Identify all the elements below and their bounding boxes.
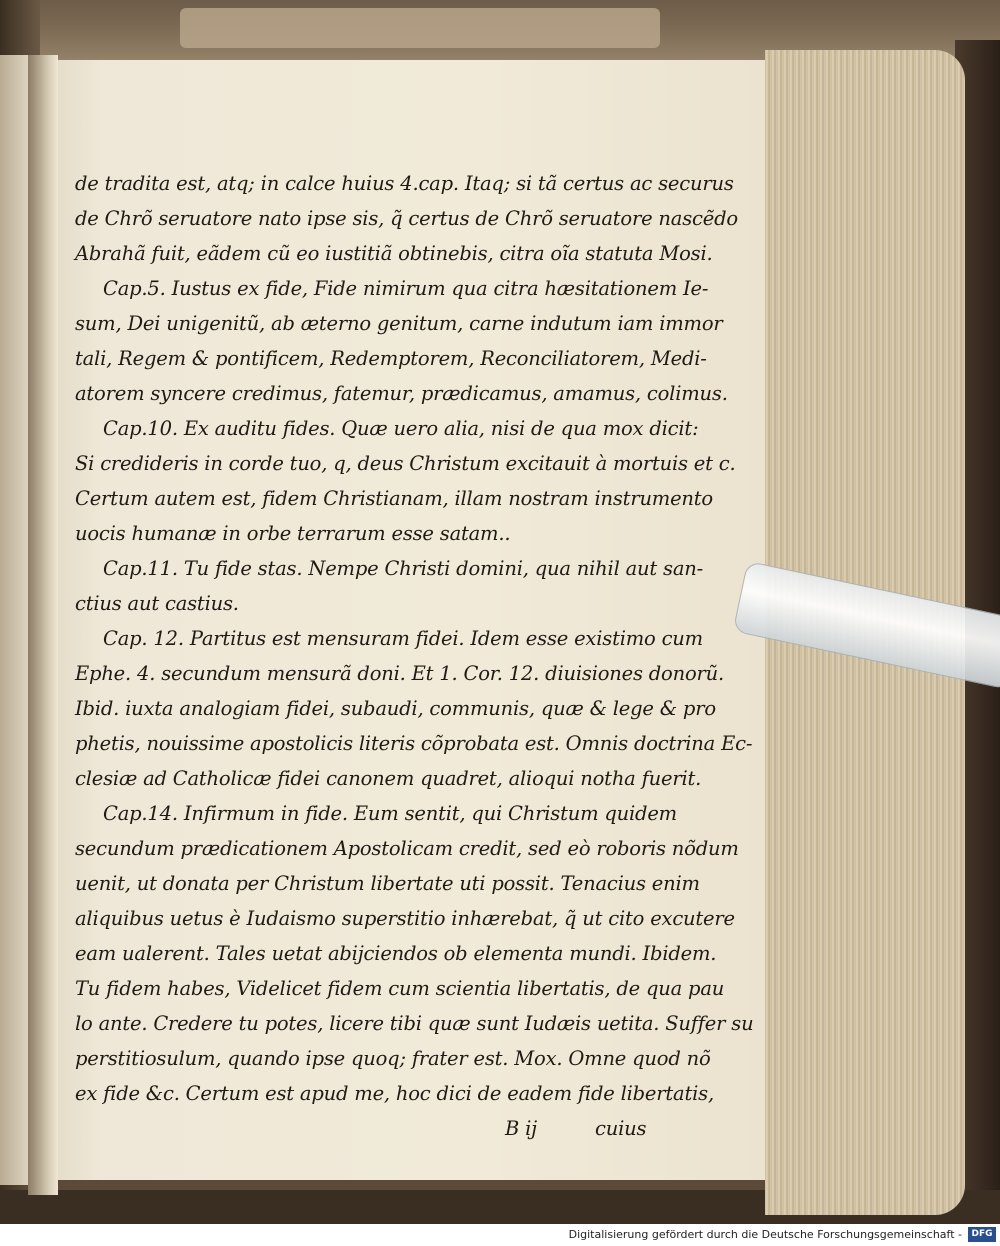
text-line: Abrahã fuit, eãdem cũ eo iustitiã obtinebis, citra oĩa statuta Mosi. — [75, 242, 713, 265]
text-line: phetis, nouissime apostolicis literis cõprobata est. Omnis doctrina Ec- — [75, 732, 753, 755]
text-line: Ephe. 4. secundum mensurã doni. Et 1. Cor. 12. diuisiones donorũ. — [75, 662, 724, 685]
text-line: de tradita est, atq; in calce huius 4.cap. Itaq; si tã certus ac securus — [75, 172, 734, 195]
text-line: perstitiosulum, quando ipse quoq; frater est. Mox. Omne quod nõ — [75, 1047, 711, 1070]
text-line: clesiæ ad Catholicæ fidei canonem quadret, alioqui notha fuerit. — [75, 767, 702, 790]
text-line: Ibid. iuxta analogiam fidei, subaudi, communis, quæ & lege & pro — [75, 697, 716, 720]
text-line: Cap.14. Infirmum in fide. Eum sentit, qui Christum quidem — [103, 802, 677, 825]
text-line: Cap.5. Iustus ex fide, Fide nimirum qua citra hæsitationem Ie- — [103, 277, 709, 300]
cover-band — [180, 8, 660, 48]
signature-mark: B ij — [505, 1117, 538, 1140]
text-line: uocis humanæ in orbe terrarum esse satam.. — [75, 522, 511, 545]
text-line: sum, Dei unigenitũ, ab æterno genitum, carne indutum iam immor — [75, 312, 723, 335]
text-line: Certum autem est, fidem Christianam, illam nostram instrumento — [75, 487, 713, 510]
catchword: cuius — [595, 1117, 647, 1140]
text-line: Tu fidem habes, Videlicet fidem cum scientia libertatis, de qua pau — [75, 977, 725, 1000]
text-line: eam ualerent. Tales uetat abijciendos ob elementa mundi. Ibidem. — [75, 942, 717, 965]
text-line: ctius aut castius. — [75, 592, 239, 615]
text-line: ex fide &c. Certum est apud me, hoc dici de eadem fide libertatis, — [75, 1082, 714, 1105]
text-line: lo ante. Credere tu potes, licere tibi quæ sunt Iudæis uetita. Suffer su — [75, 1012, 754, 1035]
text-line: tali, Regem & pontificem, Redemptorem, Reconciliatorem, Medi- — [75, 347, 707, 370]
footer-bar — [0, 1224, 1000, 1246]
text-line: aliquibus uetus è Iudaismo superstitio inhærebat, q̃ ut cito excutere — [75, 907, 735, 930]
footer-credit: Digitalisierung gefördert durch die Deutsche Forschungsgemeinschaft - — [568, 1228, 962, 1241]
gutter-shadow — [28, 55, 58, 1195]
text-line: atorem syncere credimus, fatemur, prædicamus, amamus, colimus. — [75, 382, 728, 405]
text-line: uenit, ut donata per Christum libertate uti possit. Tenacius enim — [75, 872, 700, 895]
text-line: Cap.10. Ex auditu fides. Quæ uero alia, nisi de qua mox dicit: — [103, 417, 699, 440]
dfg-logo-icon: DFG — [968, 1227, 996, 1242]
text-line: Cap.11. Tu fide stas. Nempe Christi domini, qua nihil aut san- — [103, 557, 704, 580]
text-line: Cap. 12. Partitus est mensuram fidei. Idem esse existimo cum — [103, 627, 703, 650]
text-line: secundum prædicationem Apostolicam credit, sed eò roboris nõdum — [75, 837, 739, 860]
text-line: Si credideris in corde tuo, q, deus Christum excitauit à mortuis et c. — [75, 452, 736, 475]
text-line: de Chrõ seruatore nato ipse sis, q̃ certus de Chrõ seruatore nascẽdo — [75, 207, 738, 230]
